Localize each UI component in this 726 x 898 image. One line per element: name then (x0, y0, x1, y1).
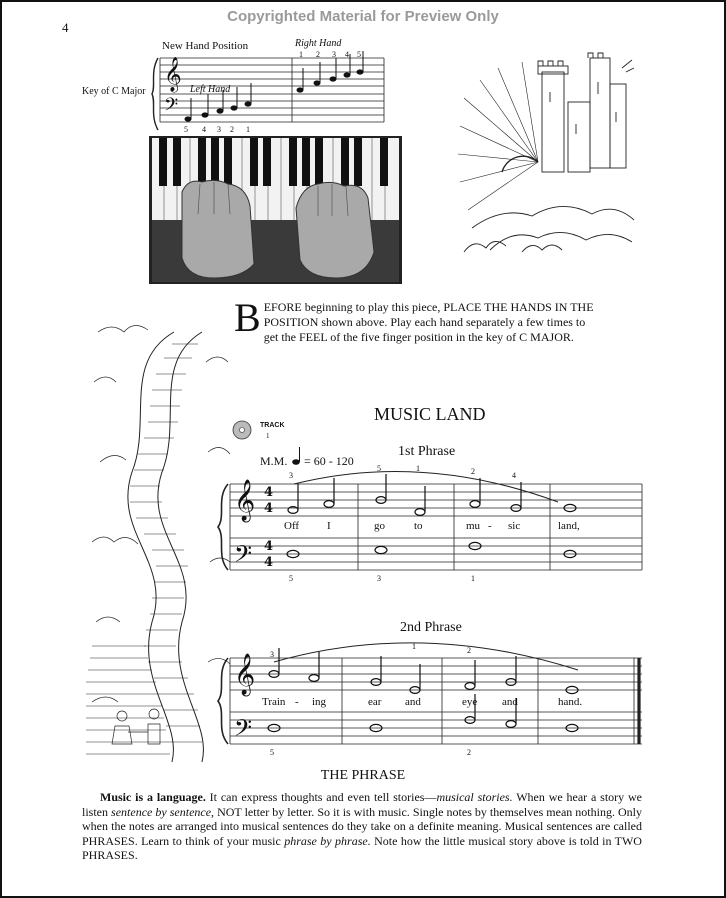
svg-text:𝄞: 𝄞 (164, 57, 182, 92)
lyric: land, (558, 520, 580, 532)
svg-text:𝄢: 𝄢 (234, 540, 253, 573)
section-heading: THE PHRASE (320, 768, 406, 783)
time-signature-top: 4 (264, 539, 274, 554)
lh-finger: 3 (217, 125, 221, 134)
lyric: and (405, 696, 421, 708)
tempo-quarter-note (292, 447, 300, 465)
right-hand-label: Right Hand (295, 38, 342, 49)
lh-finger: 2 (230, 125, 234, 134)
drop-cap: B (234, 295, 261, 340)
left-hand-label: Left Hand (190, 84, 231, 95)
bass-staff-lines (230, 538, 642, 570)
lyric: go (374, 520, 385, 532)
rh-finger: 4 (345, 50, 349, 59)
treble-staff-lines (230, 658, 642, 690)
lyric: - (295, 696, 299, 708)
track-number: 1 (266, 432, 270, 440)
lyric: - (488, 520, 492, 532)
lyric: to (414, 520, 423, 532)
lyric: Off (284, 520, 300, 532)
treble-staff-lines (230, 484, 642, 516)
piano-hands-photo (149, 136, 402, 284)
svg-text:𝄢: 𝄢 (164, 95, 179, 120)
body-text: When we hear a story we listen (82, 790, 642, 819)
intro-paragraph (234, 295, 594, 345)
intro-text: EFORE beginning to play this piece, PLACE THE HANDS IN THE POSITION shown above. Play each hand separately a few times to get the FEEL of the five finger position in the key of C MAJOR. (263, 300, 594, 344)
rh-finger: 3 (332, 50, 336, 59)
lyric: and (502, 696, 518, 708)
finger-number: 5 (289, 574, 293, 583)
finger-number: 1 (416, 464, 420, 473)
finger-number: 5 (377, 464, 381, 473)
svg-text:𝄞: 𝄞 (234, 480, 256, 521)
phrase-1-label: 1st Phrase (398, 444, 456, 459)
svg-text:𝄢: 𝄢 (234, 714, 253, 747)
lyric: ing (312, 696, 327, 708)
lyric: eye (462, 696, 478, 708)
phrase-2-clefs (234, 653, 255, 747)
page-graphics (2, 2, 724, 896)
track-label: TRACK (260, 422, 285, 429)
body-italic: sentence by sentence, (111, 804, 215, 819)
lyric: hand. (558, 696, 583, 708)
tempo-marking: = 60 - 120 (304, 454, 354, 468)
section-body (82, 790, 642, 863)
rh-finger: 5 (357, 50, 361, 59)
finger-number: 1 (471, 574, 475, 583)
finger-number: 5 (270, 748, 274, 757)
cd-track-icon (233, 421, 251, 439)
body-italic: phrase by phrase. (284, 833, 371, 848)
rh-finger: 2 (316, 50, 320, 59)
lh-finger: 5 (184, 125, 188, 134)
finger-number: 3 (377, 574, 381, 583)
lyric: sic (508, 520, 521, 532)
svg-text:𝄞: 𝄞 (234, 654, 256, 695)
lyric: ear (368, 696, 382, 708)
hand-position-title: New Hand Position (162, 40, 249, 52)
finger-number: 3 (289, 471, 293, 480)
body-text: Note how the little musical story above is told in TWO PHRASES. (82, 833, 642, 863)
castle-illustration (458, 53, 634, 252)
finger-number: 1 (412, 642, 416, 651)
phrase-1-clefs (234, 479, 273, 573)
finger-number: 2 (467, 646, 471, 655)
time-signature-bottom: 4 (264, 555, 274, 570)
finger-number: 2 (471, 467, 475, 476)
body-text: NOT letter by letter. So it is with music. Single notes by themselves mean nothing. Only when the notes are arranged into musical sentences do they take on a definite meaning. Musical sentences are called PHRASES. Learn to think of your music (82, 804, 643, 848)
staircase-illustration (86, 325, 230, 762)
lyric: Train (262, 696, 286, 708)
time-signature-top: 4 (264, 485, 274, 500)
lh-finger: 4 (202, 125, 206, 134)
lyric: mu (466, 520, 481, 532)
page-number: 4 (62, 20, 69, 35)
copyright-watermark: Copyrighted Material for Preview Only (227, 8, 499, 25)
section-lead: Music is a language. (100, 790, 206, 804)
bass-staff-lines (230, 712, 642, 744)
finger-number: 4 (512, 471, 516, 480)
tempo-prefix: M.M. (260, 454, 288, 468)
finger-number: 2 (467, 748, 471, 757)
lh-finger: 1 (246, 125, 250, 134)
finger-number: 3 (270, 650, 274, 659)
phrase-2-label: 2nd Phrase (400, 620, 462, 635)
body-text: It can express thoughts and even tell stories— (205, 790, 437, 804)
body-italic: musical stories. (436, 790, 513, 804)
rh-finger: 1 (299, 50, 303, 59)
lyric: I (327, 520, 331, 532)
piece-title: MUSIC LAND (374, 404, 486, 424)
time-signature-bottom: 4 (264, 501, 274, 516)
key-label: Key of C Major (82, 86, 146, 97)
